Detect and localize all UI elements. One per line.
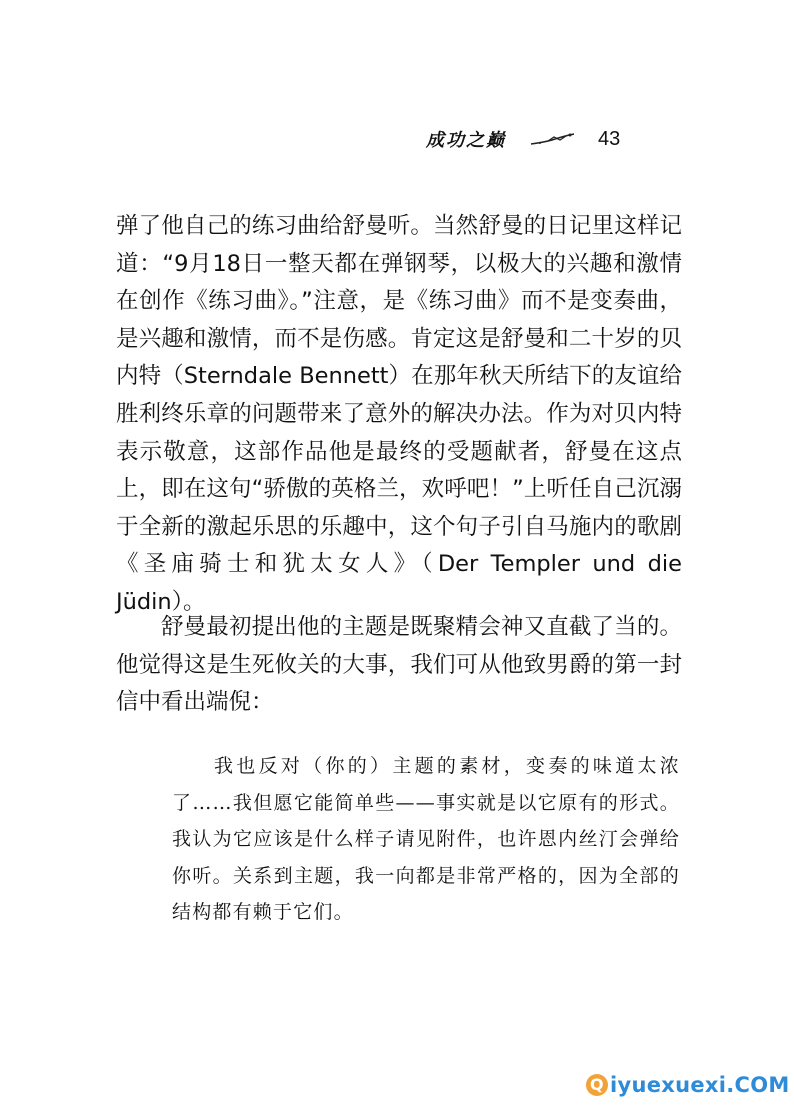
paragraph-text: 舒曼最初提出他的主题是既聚精会神又直截了当的。他觉得这是生死攸关的大事，我们可从他致男爵的第一封信中看出端倪：	[116, 614, 682, 716]
block-quote	[172, 748, 680, 931]
decorative-flourish-icon	[530, 132, 576, 146]
watermark-logo-icon: Q	[586, 1074, 608, 1096]
body-paragraph-1	[116, 208, 682, 622]
quote-text: 我也反对（你的）主题的素材，变奏的味道太浓了……我但愿它能简单些——事实就是以它原有的形式。我认为它应该是什么样子请见附件，也许恩内丝汀会弹给你听。关系到主题，我一向都是非常严格的，因为全部的结构都有赖于它们。	[172, 755, 680, 923]
site-watermark	[586, 1072, 790, 1098]
running-head	[426, 124, 620, 154]
page-number: 43	[598, 127, 621, 150]
watermark-text: iyuexuexi.COM	[610, 1073, 790, 1097]
paragraph-text: 弹了他自己的练习曲给舒曼听。当然舒曼的日记里这样记道：“9月18日一整天都在弹钢琴，以极大的兴趣和激情在创作《练习曲》。”注意，是《练习曲》而不是变奏曲，是兴趣和激情，而不是伤感。肯定这是舒曼和二十岁的贝内特（Sterndale Bennett）在那年秋天所结下的友谊给胜利终乐章的问题带来了意外的解决办法。作为对贝内特表示敬意，这部作品他是最终的受题献者，舒曼在这点上，即在这句“骄傲的英格兰，欢呼吧！”上听任自己沉溺于全新的激起乐思的乐趣中，这个句子引自马施内的歌剧《圣庙骑士和犹太女人》（Der Templer und die Jüdin）。	[116, 213, 682, 615]
body-paragraph-2	[116, 609, 682, 722]
chapter-title: 成功之巅	[426, 130, 506, 151]
